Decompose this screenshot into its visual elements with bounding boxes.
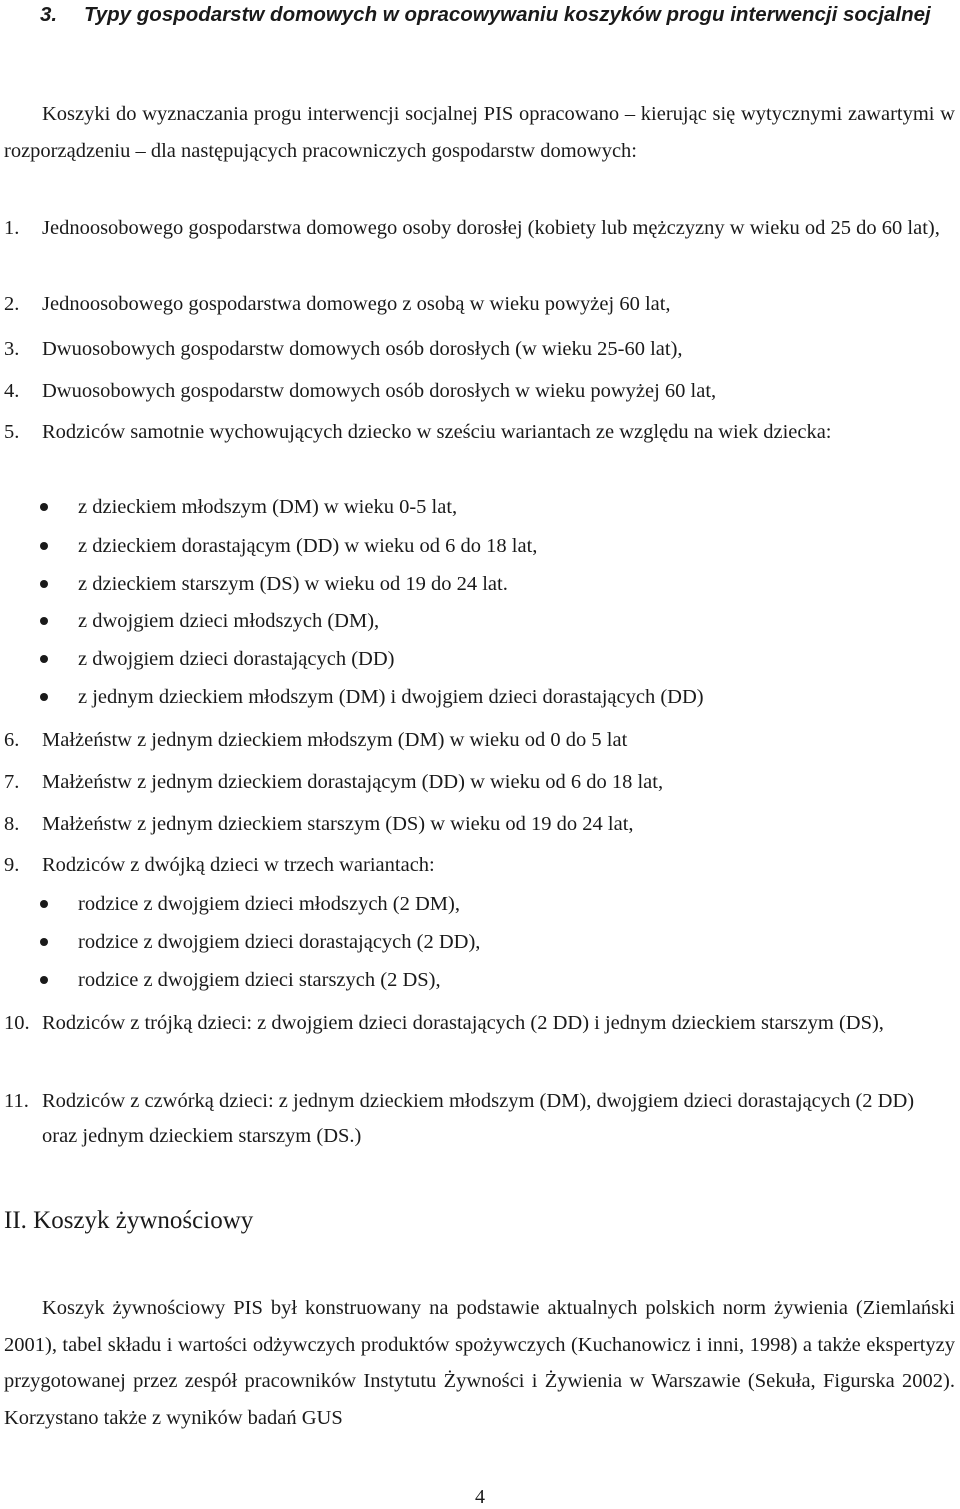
list-item-text: Rodziców z czwórką dzieci: z jednym dzieckiem młodszym (DM), dwojgiem dzieci dorastających (2 DD) oraz jednym dzieckiem starszym (DS.) [42,1090,915,1147]
bullet-icon [40,503,48,511]
list-item [4,211,944,246]
bullet-icon [40,938,48,946]
list-item-text: Rodziców samotnie wychowujących dziecko w sześciu wariantach ze względu na wiek dziecka: [42,421,832,443]
bullet-icon [40,900,48,908]
list-item-number: 6. [4,729,20,751]
bullet-item [40,604,379,639]
heading-number: 3. [40,3,58,26]
list-item-number: 10. [4,1012,30,1034]
list-item [4,1006,944,1041]
bullet-item [40,529,537,564]
bullet-text: rodzice z dwojgiem dzieci dorastających (2 DD), [78,931,481,953]
bullet-icon [40,693,48,701]
bullet-item [40,680,704,715]
list-item [4,332,944,367]
list-item-text: Jednoosobowego gospodarstwa domowego z osobą w wieku powyżej 60 lat, [42,293,671,315]
list-item [4,848,944,883]
bullet-text: z dwojgiem dzieci dorastających (DD) [78,648,395,670]
bullet-item [40,887,460,922]
bullet-text: z dwojgiem dzieci młodszych (DM), [78,610,380,632]
list-item-number: 1. [4,217,20,239]
bullet-text: rodzice z dwojgiem dzieci młodszych (2 DM), [78,893,460,915]
list-item-text: Jednoosobowego gospodarstwa domowego osoby dorosłej (kobiety lub mężczyzny w wieku od 25 do 60 lat), [42,217,940,239]
bullet-item [40,963,441,998]
list-item-text: Małżeństw z jednym dzieckiem dorastającym (DD) w wieku od 6 do 18 lat, [42,771,664,793]
bullet-text: z dzieckiem młodszym (DM) w wieku 0-5 lat, [78,496,458,518]
intro-paragraph: Koszyki do wyznaczania progu interwencji socjalnej PIS opracowano – kierując się wytycznymi zawartymi w rozporządzeniu – dla następujących pracowniczych gospodarstw domowych: [4,103,955,162]
heading-text: Typy gospodarstw domowych w opracowywaniu koszyków progu interwencji socjalnej [84,3,931,26]
bullet-text: rodzice z dwojgiem dzieci starszych (2 DS), [78,969,441,991]
bullet-icon [40,976,48,984]
bullet-item [40,490,457,525]
bullet-item [40,925,480,960]
list-item-number: 4. [4,380,20,402]
bullet-icon [40,542,48,550]
list-item-text: Małżeństw z jednym dzieckiem starszym (DS) w wieku od 19 do 24 lat, [42,813,634,835]
list-item [4,287,944,322]
bullet-icon [40,617,48,625]
list-item-number: 2. [4,293,20,315]
list-item-number: 8. [4,813,20,835]
bullet-text: z dzieckiem dorastającym (DD) w wieku od 6 do 18 lat, [78,535,538,557]
list-item [4,765,944,800]
list-item [4,807,944,842]
list-item-number: 9. [4,854,20,876]
list-item [4,723,944,758]
list-item-text: Dwuosobowych gospodarstw domowych osób dorosłych (w wieku 25-60 lat), [42,338,683,360]
list-item-number: 7. [4,771,20,793]
list-item-text: Rodziców z trójką dzieci: z dwojgiem dzieci dorastających (2 DD) i jednym dzieckiem starszym (DS), [42,1012,884,1034]
list-item-number: 3. [4,338,20,360]
bullet-icon [40,580,48,588]
section-title: II. Koszyk żywnościowy [4,1207,254,1234]
list-item-number: 5. [4,421,20,443]
list-item-text: Małżeństw z jednym dzieckiem młodszym (DM) w wieku od 0 do 5 lat [42,729,628,751]
bullet-text: z jednym dzieckiem młodszym (DM) i dwojgiem dzieci dorastających (DD) [78,686,704,708]
closing-paragraph: Koszyk żywnościowy PIS był konstruowany na podstawie aktualnych polskich norm żywienia (Ziemlański 2001), tabel składu i wartości odżywczych produktów spożywczych (Kuchanowicz i inni, 1998) a także ekspertyzy przygotowanej przez zespół pracowników Instytutu Żywności i Żywienia w Warszawie (Sekuła, Figurska 2002). Korzystano także z wyników badań GUS [4,1297,955,1429]
bullet-text: z dzieckiem starszym (DS) w wieku od 19 do 24 lat. [78,573,508,595]
section-heading [4,0,934,30]
list-item [4,415,944,450]
list-item-text: Rodziców z dwójką dzieci w trzech wariantach: [42,854,435,876]
list-item-number: 11. [4,1090,29,1112]
list-item [4,1084,944,1154]
list-item [4,374,944,409]
bullet-icon [40,655,48,663]
list-item-text: Dwuosobowych gospodarstw domowych osób dorosłych w wieku powyżej 60 lat, [42,380,717,402]
bullet-item [40,567,508,602]
bullet-item [40,642,394,677]
page-number: 4 [475,1486,485,1508]
